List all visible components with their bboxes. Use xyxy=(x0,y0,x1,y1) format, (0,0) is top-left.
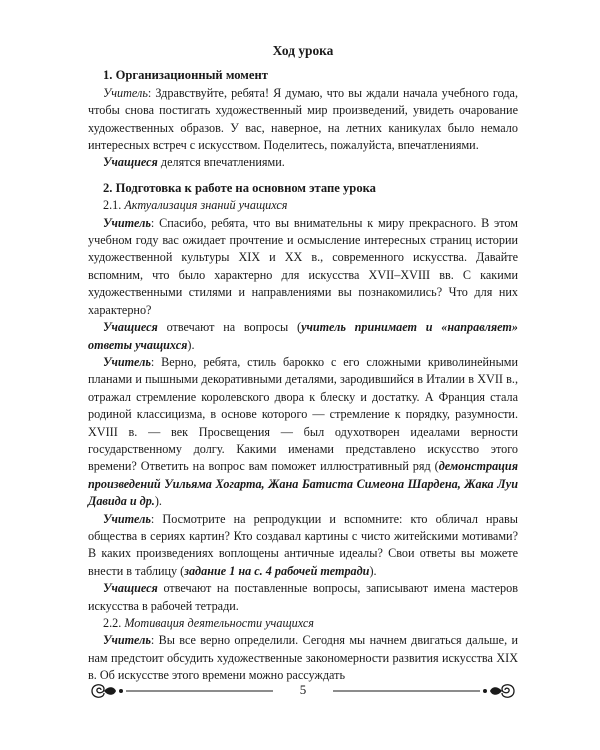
paragraph-end: ). xyxy=(369,563,377,578)
subsection-2-1-heading xyxy=(88,197,518,214)
speaker-label: Учитель xyxy=(103,354,151,369)
speaker-label: Учащиеся xyxy=(103,581,158,596)
section-2-paragraph-5 xyxy=(88,580,518,615)
left-flourish-icon xyxy=(88,680,273,702)
subsection-title: Актуализация знаний учащихся xyxy=(124,198,288,213)
paragraph-note: демонстрация произведений Уильяма Хогарта, Жана Батиста Симеона Шардена, Жака Луи Давида и др. xyxy=(88,459,518,509)
section-1-paragraph-1 xyxy=(88,85,518,155)
section-1-paragraph-2 xyxy=(88,154,518,171)
speaker-label: Учащиеся xyxy=(103,155,158,170)
page-content xyxy=(88,42,518,685)
speaker-label: Учитель xyxy=(103,85,148,100)
lesson-title: Ход урока xyxy=(272,43,334,58)
speaker-label: Учитель xyxy=(103,215,151,230)
page-footer xyxy=(88,680,518,702)
paragraph-text: делятся впечатлениями. xyxy=(157,155,285,170)
subsection-number: 2.2. xyxy=(103,616,125,630)
subsection-2-2-heading xyxy=(88,615,518,632)
paragraph-text: отвечают на поставленные вопросы, записывают имена мастеров искусства в рабочей тетради. xyxy=(88,581,518,613)
section-2-paragraph-2 xyxy=(88,319,518,354)
paragraph-text: : Спасибо, ребята, что вы внимательны к миру прекрасного. В этом учебном году вас ожидает прочтение и осмысление интересных страниц истории художественной культуры XIX и XX в., современного искусства. Давайте вспомним, что было характерно для искусства XVII–XVIII вв. С какими художественными стилями и направлениями вы познакомились? Что для них характерно? xyxy=(88,215,518,317)
section-1-heading: 1. Организационный момент xyxy=(103,68,268,83)
paragraph-note: задание 1 на с. 4 рабочей тетради xyxy=(184,563,370,578)
subsection-number: 2.1. xyxy=(103,198,125,213)
speaker-label: Учитель xyxy=(103,511,151,526)
section-2-paragraph-3 xyxy=(88,354,518,511)
paragraph-text: : Верно, ребята, стиль барокко с его сложными криволинейными планами и пышными декоративными деталями, зародившийся в Италии в XVII в., отражал стремление королевского двора к блеску и достатку. А Франция стала родиной классицизма, в основе которого — стремление к порядку, разумности. XVIII в. — век Просвещения — был одухотворен идеалами верности государственному долгу. Какими именами представлено искусство этого времени? Ответить на вопрос вам поможет иллюстративный ряд ( xyxy=(88,354,518,474)
section-2-paragraph-1 xyxy=(88,215,518,319)
paragraph-text: : Здравствуйте, ребята! Я думаю, что вы ждали начала учебного года, чтобы снова постигать художественный мир произведений, увидеть очарование художественных образов. У вас, наверное, на летних каникулах было немало интересных встреч с искусством. Поделитесь, пожалуйста, впечатлениями. xyxy=(88,85,518,153)
speaker-label: Учитель xyxy=(103,633,151,648)
speaker-label: Учащиеся xyxy=(103,320,158,335)
paragraph-note: учитель принимает и «направляет» ответы учащихся xyxy=(88,320,518,352)
section-2-paragraph-6 xyxy=(88,632,518,684)
paragraph-text: : Посмотрите на репродукции и вспомните: кто обличал нравы общества в сериях картин? Кто создавал картины с чисто житейскими мотивами? В каких произведениях воплощены античные идеалы? Свои ответы вы можете внести в таблицу ( xyxy=(88,511,518,578)
paragraph-text: отвечают на вопросы ( xyxy=(157,320,302,335)
page-number: 5 xyxy=(299,682,307,697)
section-2-heading: 2. Подготовка к работе на основном этапе урока xyxy=(103,180,376,195)
right-flourish-icon xyxy=(333,680,518,702)
paragraph-end: ). xyxy=(154,494,162,509)
paragraph-text: : Вы все верно определили. Сегодня мы начнем двигаться дальше, и нам предстоит обсудить художественные закономерности развития искусства XIX в. Об искусстве этого времени можно рассуждать xyxy=(88,633,518,683)
paragraph-end: ). xyxy=(187,337,195,352)
section-2-paragraph-4 xyxy=(88,511,518,581)
subsection-title: Мотивация деятельности учащихся xyxy=(124,616,314,630)
